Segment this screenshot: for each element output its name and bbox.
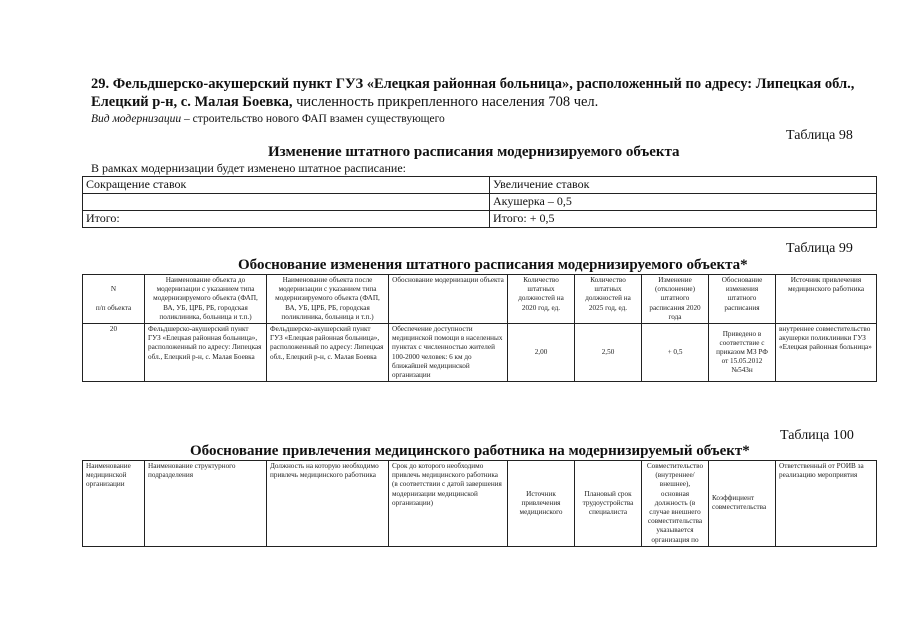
table100-header: Источник привлечения медицинского	[508, 461, 575, 547]
table100-header: Наименование медицинской организации	[83, 461, 145, 547]
section-heading-bold: 29. Фельдшерско-акушерский пункт ГУЗ «Елецкая районная больница», расположенный по адресу: Липецкая обл., Елецкий р-н, с. Малая Боевка,	[91, 76, 855, 110]
table99-cell: 20	[83, 324, 145, 382]
table99-header: Источник привлечения медицинского работника	[776, 275, 877, 324]
table98	[82, 176, 877, 228]
table99-cell: 2,50	[575, 324, 642, 382]
table98-intro: В рамках модернизации будет изменено штатное расписание:	[91, 161, 406, 175]
table100	[82, 460, 877, 547]
table100-header: Должность на которую необходимо привлечь медицинского работника	[267, 461, 389, 547]
table99-title: Обоснование изменения штатного расписания модернизируемого объекта*	[238, 257, 748, 273]
table99-cell: Фельдшерско-акушерский пункт ГУЗ «Елецкая районная больница», расположенный по адресу: Липецкая обл., Елецкий р-н, с. Малая Боевка	[145, 324, 267, 382]
table98-cell	[83, 194, 490, 211]
section-heading	[91, 75, 871, 111]
table99-header: N п/п объекта	[83, 275, 145, 324]
table99	[82, 274, 877, 382]
table99-header: Наименование объекта до модернизации с указанием типа модернизируемого объекта (ФАП, ВА, УБ, ЦРБ, РБ, городская поликлиника, больница и т.п.)	[145, 275, 267, 324]
table98-total-right: Итого: + 0,5	[490, 211, 877, 228]
section-heading-normal: численность прикрепленного населения 708 чел.	[292, 94, 599, 110]
table99-header: Обоснование изменения штатного расписания	[709, 275, 776, 324]
table100-label: Таблица 100	[780, 428, 854, 443]
table99-cell: Обеспечение доступности медицинской помощи в населенных пунктах с численностью жителей 100-2000 человек: 6 км до ближайшей медицинской организации	[389, 324, 508, 382]
modernization-type-value: – строительство нового ФАП взамен существующего	[181, 113, 445, 125]
table99-cell: 2,00	[508, 324, 575, 382]
table99-cell: + 0,5	[642, 324, 709, 382]
modernization-type-label: Вид модернизации	[91, 113, 182, 125]
table99-cell: внутреннее совместительство акушерки поликлиники ГУЗ «Елецкая районная больница»	[776, 324, 877, 382]
table99-header: Количество штатных должностей на 2020 год, ед.	[508, 275, 575, 324]
table99-header: Наименование объекта после модернизации с указанием типа модернизируемого объекта (ФАП, ВА, УБ, ЦРБ, РБ, городская поликлиника, больница и т.п.)	[267, 275, 389, 324]
table100-header: Плановый срок трудоустройства специалиста	[575, 461, 642, 547]
table99-cell: Фельдшерско-акушерский пункт ГУЗ «Елецкая районная больница», расположенный по адресу: Липецкая обл., Елецкий р-н, с. Малая Боевка	[267, 324, 389, 382]
table100-header: Совместительство (внутреннее/внешнее), основная должность (в случае внешнего совместительства указывается организация по	[642, 461, 709, 547]
table98-header-right: Увеличение ставок	[490, 177, 877, 194]
table100-header: Коэффициент совместительства	[709, 461, 776, 547]
modernization-type	[91, 113, 445, 125]
table99-header: Изменение (отклонение) штатного расписания 2020 года	[642, 275, 709, 324]
table100-header: Ответственный от РОИВ за реализацию мероприятия	[776, 461, 877, 547]
table98-header-left: Сокращение ставок	[83, 177, 490, 194]
table98-label: Таблица 98	[786, 128, 853, 143]
table98-total-left: Итого:	[83, 211, 490, 228]
table99-cell: Приведено в соответствие с приказом МЗ РФ от 15.05.2012 №543н	[709, 324, 776, 382]
table99-header: Количество штатных должностей на 2025 год, ед.	[575, 275, 642, 324]
table99-label: Таблица 99	[786, 241, 853, 256]
table99-header: Обоснование модернизации объекта	[389, 275, 508, 324]
table98-cell: Акушерка – 0,5	[490, 194, 877, 211]
table100-title: Обоснование привлечения медицинского работника на модернизируемый объект*	[190, 443, 750, 459]
table100-header: Срок до которого необходимо привлечь медицинского работника (в соответствии с датой завершения модернизации медицинской организации)	[389, 461, 508, 547]
table98-title: Изменение штатного расписания модернизируемого объекта	[268, 144, 680, 160]
table100-header: Наименование структурного подразделения	[145, 461, 267, 547]
